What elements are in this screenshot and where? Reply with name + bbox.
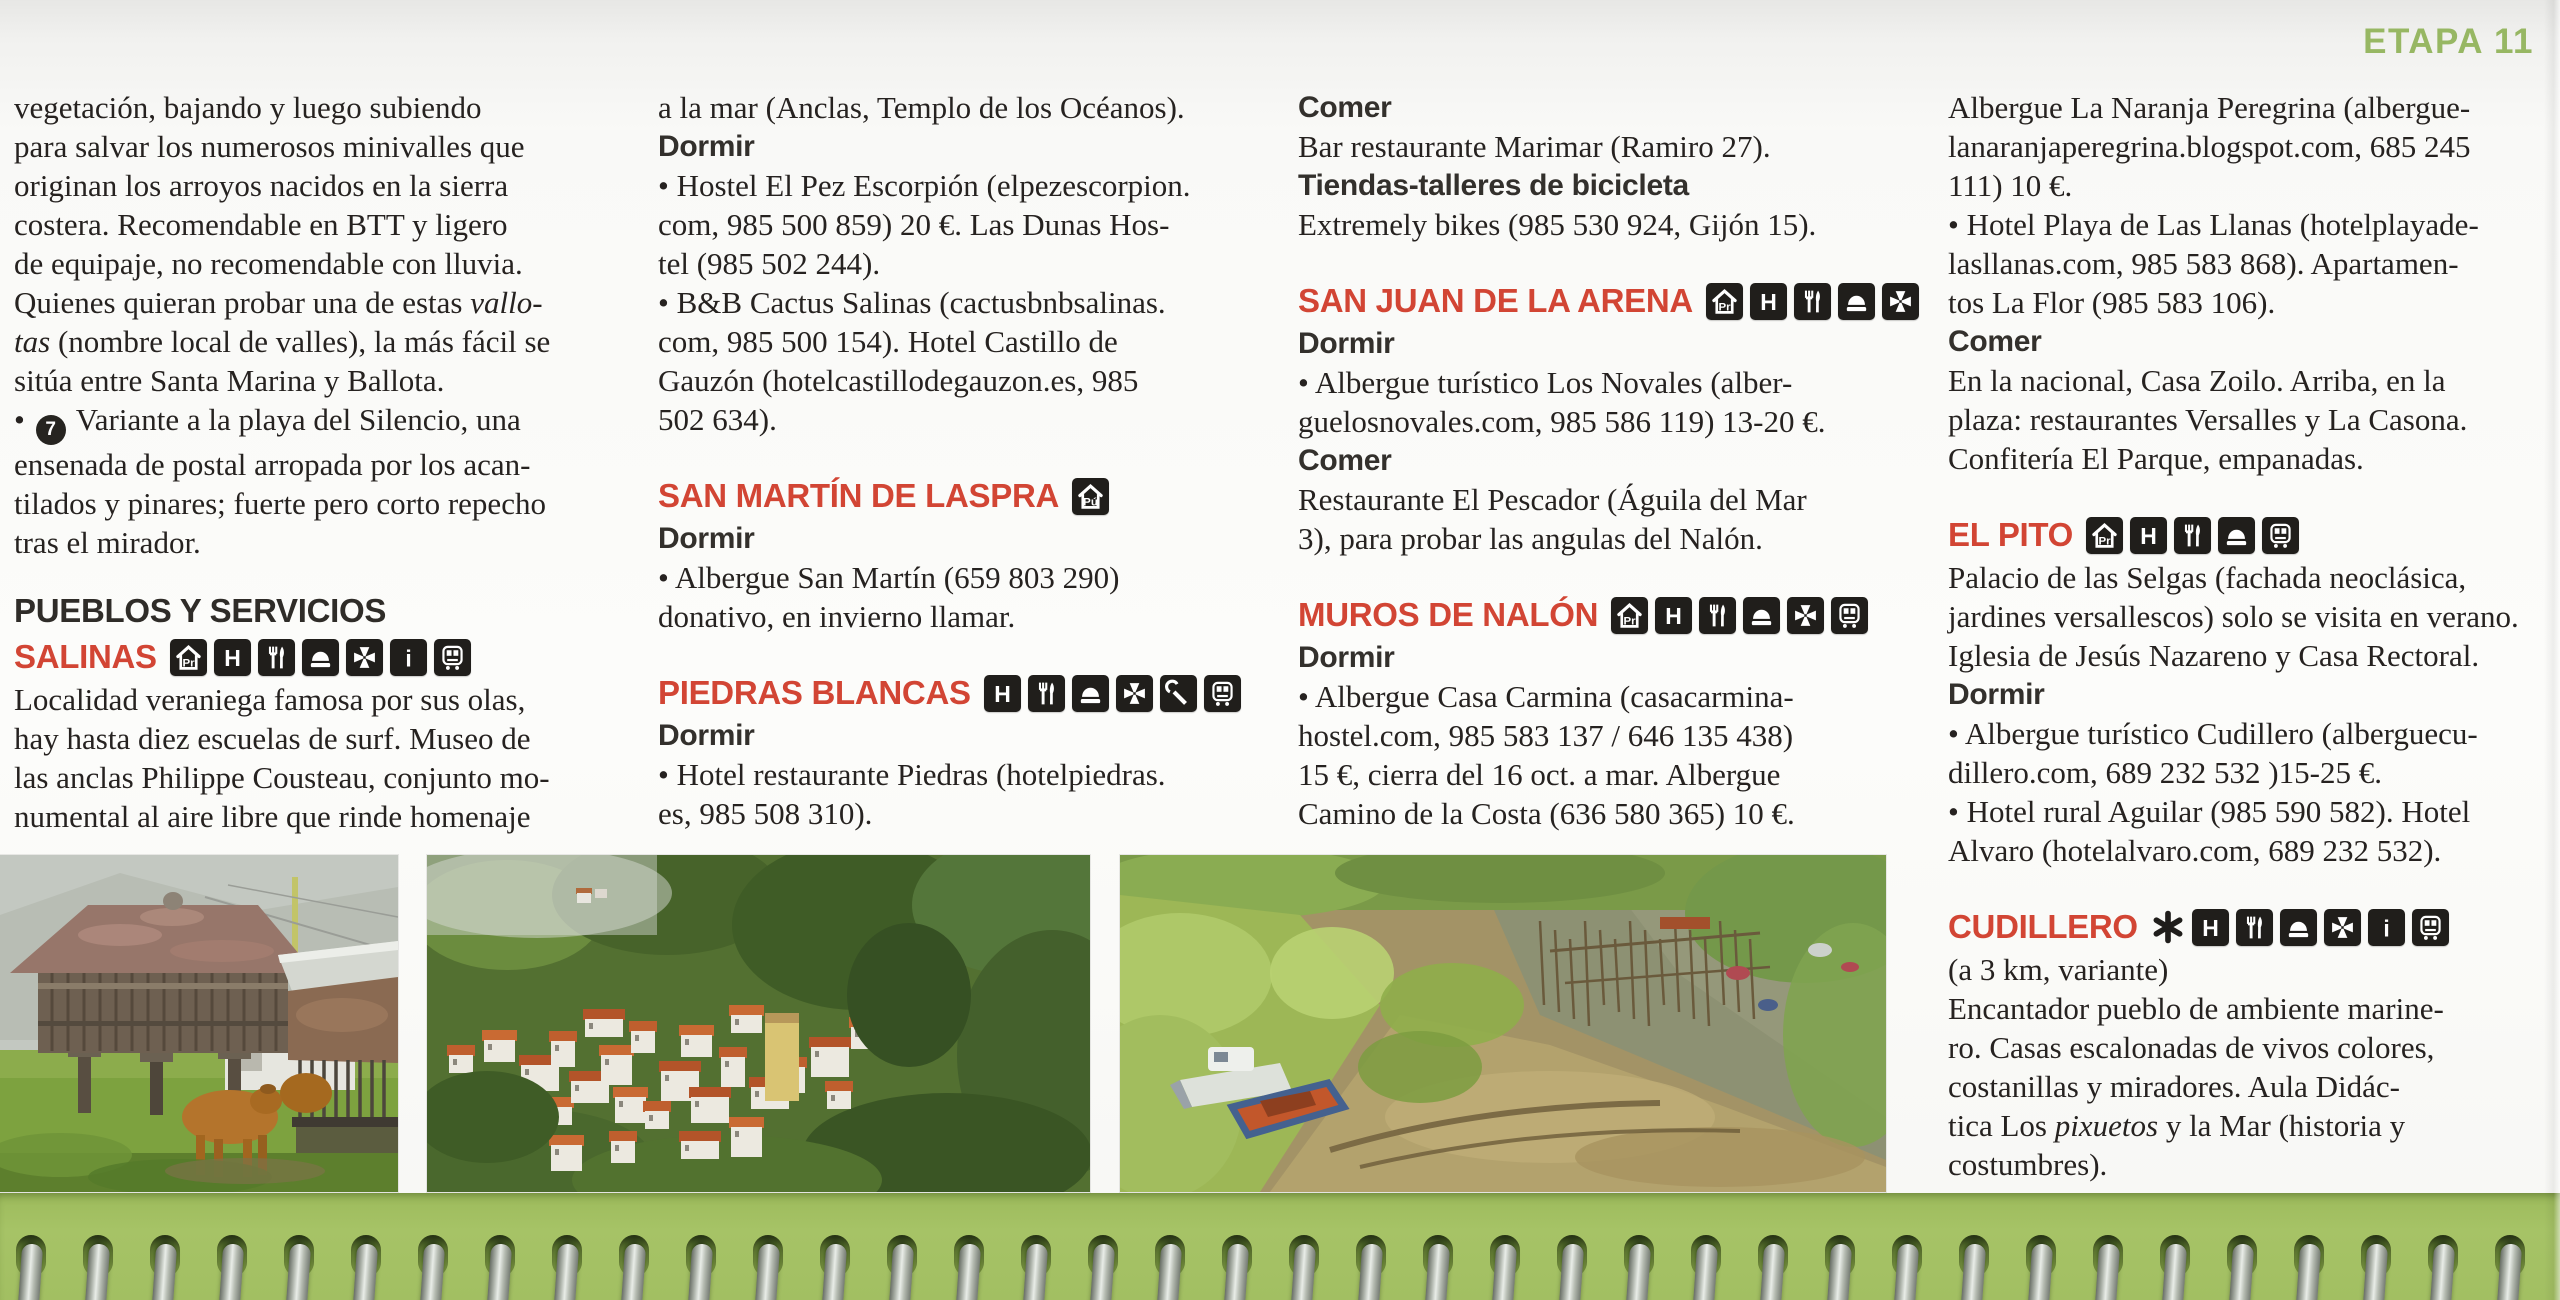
town-name: EL PITO xyxy=(1948,516,2074,553)
subsection-label: Dormir xyxy=(658,522,755,555)
subsection-label: Dormir xyxy=(1298,327,1395,360)
text-column-3 xyxy=(1298,88,1876,833)
horreo-granary-with-cow-photo xyxy=(0,855,398,1192)
spiral-coil xyxy=(418,1235,448,1300)
town-heading xyxy=(1948,904,2544,950)
text-line: Restaurante El Pescador (Águila del Mar xyxy=(1298,482,1807,517)
coil-wire xyxy=(2497,1243,2522,1300)
albergue-pr-icon xyxy=(1706,283,1743,320)
subsection-label: Dormir xyxy=(1298,641,1395,674)
spiral-coil xyxy=(83,1235,113,1300)
coil-wire xyxy=(1425,1243,1450,1300)
spiral-coil xyxy=(284,1235,314,1300)
subsection-label: Dormir xyxy=(1948,678,2045,711)
coil-wire xyxy=(1090,1243,1115,1300)
etapa-header: ETAPA 11 xyxy=(2363,22,2534,61)
town-name: MUROS DE NALÓN xyxy=(1298,596,1599,633)
text-line: Bar restaurante Marimar (Ramiro 27). xyxy=(1298,129,1771,164)
text-line: lanaranjaperegrina.blogspot.com, 685 245 xyxy=(1948,129,2471,164)
coil-wire xyxy=(822,1243,847,1300)
text-line: numental al aire libre que rinde homenaje xyxy=(14,799,531,834)
train-icon xyxy=(2262,517,2299,554)
hotel-icon xyxy=(214,639,251,676)
text-line: • Hotel rural Aguilar (985 590 582). Hotel xyxy=(1948,794,2471,829)
svg-text:Pú: Pú xyxy=(1083,495,1098,508)
pharmacy-icon xyxy=(346,639,383,676)
coil-wire xyxy=(1827,1243,1852,1300)
subsection-label: Dormir xyxy=(658,130,755,163)
pharmacy-icon xyxy=(2324,909,2361,946)
hotel-icon xyxy=(1750,283,1787,320)
town-name: SAN JUAN DE LA ARENA xyxy=(1298,282,1693,319)
spiral-coil xyxy=(1021,1235,1051,1300)
coil-wire xyxy=(1358,1243,1383,1300)
text-line: Camino de la Costa (636 580 365) 10 €. xyxy=(1298,796,1795,831)
coil-wire xyxy=(688,1243,713,1300)
text-line: Palacio de las Selgas (fachada neoclásica, xyxy=(1948,560,2467,595)
text-line: Albergue La Naranja Peregrina (albergue- xyxy=(1948,90,2471,125)
spiral-coil xyxy=(820,1235,850,1300)
text-line: Quienes quieran probar una de estas vallo- xyxy=(14,285,543,320)
text-line: ro. Casas escalonadas de vivos colores, xyxy=(1948,1030,2435,1065)
asterisk-icon xyxy=(2151,910,2185,944)
svg-text:H: H xyxy=(223,644,241,671)
coil-wire xyxy=(2095,1243,2120,1300)
spiral-coil xyxy=(1691,1235,1721,1300)
subsection-label: Dormir xyxy=(658,719,755,752)
train-icon xyxy=(434,639,471,676)
hotel-icon xyxy=(1655,597,1692,634)
text-line: com, 985 500 154). Hotel Castillo de xyxy=(658,324,1118,359)
text-line: plaza: restaurantes Versalles y La Casona. xyxy=(1948,402,2468,437)
estuary-low-tide-boats-photo xyxy=(1120,855,1886,1192)
svg-text:H: H xyxy=(1760,288,1777,315)
service-icons xyxy=(1611,597,1868,634)
text-line: En la nacional, Casa Zoilo. Arriba, en la xyxy=(1948,363,2446,398)
shop-icon xyxy=(1743,597,1780,634)
spiral-coil xyxy=(2294,1235,2324,1300)
variant-7-marker: 7 xyxy=(36,415,66,445)
spiral-binding xyxy=(0,1193,2560,1300)
text-line: (a 3 km, variante) xyxy=(1948,952,2169,987)
coil-wire xyxy=(1961,1243,1986,1300)
text-line: Confitería El Parque, empanadas. xyxy=(1948,441,2364,476)
spiral-coil xyxy=(1155,1235,1185,1300)
info-icon xyxy=(390,639,427,676)
text-line: Alvaro (hotelalvaro.com, 689 232 532). xyxy=(1948,833,2442,868)
coil-wire xyxy=(2430,1243,2455,1300)
text-line: tel (985 502 244). xyxy=(658,246,881,281)
train-icon xyxy=(1831,597,1868,634)
text-line: • Hostel El Pez Escorpión (elpezescorpion. xyxy=(658,168,1191,203)
svg-text:Pr: Pr xyxy=(2098,534,2111,547)
coil-wire xyxy=(18,1243,43,1300)
restaurant-icon xyxy=(1028,675,1065,712)
text-line: tas (nombre local de valles), la más fácil se xyxy=(14,324,551,359)
coil-wire xyxy=(353,1243,378,1300)
text-line: 502 634). xyxy=(658,402,777,437)
service-icons xyxy=(2151,909,2449,946)
pharmacy-icon xyxy=(1882,283,1919,320)
text-line: tras el mirador. xyxy=(14,525,201,560)
spiral-coil xyxy=(1557,1235,1587,1300)
town-name: CUDILLERO xyxy=(1948,908,2138,945)
town-heading xyxy=(658,670,1243,716)
text-line: 111) 10 €. xyxy=(1948,168,2073,203)
town-heading xyxy=(1298,592,1876,638)
paragraph xyxy=(1948,950,2544,1184)
spiral-coil xyxy=(954,1235,984,1300)
svg-text:Pr: Pr xyxy=(182,656,195,669)
spiral-coil xyxy=(351,1235,381,1300)
text-line: • Hotel restaurante Piedras (hotelpiedras. xyxy=(658,757,1166,792)
spiral-coil xyxy=(1490,1235,1520,1300)
text-line: las anclas Philippe Cousteau, conjunto mo- xyxy=(14,760,550,795)
spiral-coil xyxy=(1892,1235,1922,1300)
spiral-coil xyxy=(2227,1235,2257,1300)
paragraph xyxy=(1948,361,2544,478)
train-icon xyxy=(1204,675,1241,712)
coil-wire xyxy=(1626,1243,1651,1300)
spiral-coil xyxy=(1289,1235,1319,1300)
hotel-icon xyxy=(2192,909,2229,946)
text-line: para salvar los numerosos minivalles que xyxy=(14,129,525,164)
paragraph xyxy=(658,558,1243,636)
coil-wire xyxy=(554,1243,579,1300)
text-column-4 xyxy=(1948,88,2544,1184)
restaurant-icon xyxy=(2236,909,2273,946)
text-line: Localidad veraniega famosa por sus olas, xyxy=(14,682,526,717)
coil-wire xyxy=(1492,1243,1517,1300)
subsection-label: Comer xyxy=(1948,325,2042,358)
spiral-coil xyxy=(2361,1235,2391,1300)
text-line: • Albergue turístico Los Novales (alber- xyxy=(1298,365,1793,400)
town-heading xyxy=(14,634,589,680)
spiral-coil xyxy=(2495,1235,2525,1300)
coil-wire xyxy=(755,1243,780,1300)
coil-wire xyxy=(286,1243,311,1300)
albergue-pr-icon xyxy=(2086,517,2123,554)
paragraph xyxy=(1948,714,2544,870)
albergue-pu-icon xyxy=(1072,478,1109,515)
restaurant-icon xyxy=(1699,597,1736,634)
text-line: jardines versallescos) solo se visita en verano. xyxy=(1948,599,2519,634)
coil-wire xyxy=(2162,1243,2187,1300)
town-heading xyxy=(1298,278,1876,324)
shop-icon xyxy=(1838,283,1875,320)
text-line: hay hasta diez escuelas de surf. Museo de xyxy=(14,721,531,756)
text-line: 15 €, cierra del 16 oct. a mar. Albergue xyxy=(1298,757,1781,792)
pharmacy-icon xyxy=(1787,597,1824,634)
coil-wire xyxy=(1693,1243,1718,1300)
info-icon xyxy=(2368,909,2405,946)
spiral-coil xyxy=(686,1235,716,1300)
spiral-coil xyxy=(2026,1235,2056,1300)
spiral-coil xyxy=(1222,1235,1252,1300)
paragraph xyxy=(658,166,1243,439)
paragraph xyxy=(658,755,1243,833)
paragraph xyxy=(14,88,589,562)
text-line: com, 985 500 859) 20 €. Las Dunas Hos- xyxy=(658,207,1170,242)
text-line: dillero.com, 689 232 532 )15-25 €. xyxy=(1948,755,2382,790)
service-icons xyxy=(984,675,1241,712)
shop-icon xyxy=(2218,517,2255,554)
text-line: Iglesia de Jesús Nazareno y Casa Rectoral. xyxy=(1948,638,2480,673)
paragraph xyxy=(1948,558,2544,675)
coil-wire xyxy=(1023,1243,1048,1300)
text-line: donativo, en invierno llamar. xyxy=(658,599,1016,634)
spiral-coil xyxy=(217,1235,247,1300)
text-line: tilados y pinares; fuerte pero corto repecho xyxy=(14,486,546,521)
svg-text:i: i xyxy=(2383,915,2390,942)
text-line: lasllanas.com, 985 583 868). Apartamen- xyxy=(1948,246,2459,281)
text-line: costanillas y miradores. Aula Didác- xyxy=(1948,1069,2400,1104)
restaurant-icon xyxy=(258,639,295,676)
text-line: • B&B Cactus Salinas (cactusbnbsalinas. xyxy=(658,285,1166,320)
pharmacy-icon xyxy=(1116,675,1153,712)
text-line: es, 985 508 310). xyxy=(658,796,873,831)
coil-wire xyxy=(85,1243,110,1300)
paragraph xyxy=(14,680,589,836)
albergue-pr-icon xyxy=(1611,597,1648,634)
svg-text:H: H xyxy=(2140,522,2157,549)
paragraph xyxy=(1298,205,1876,244)
subsection-label: Comer xyxy=(1298,91,1392,124)
shop-icon xyxy=(2280,909,2317,946)
coil-wire xyxy=(2028,1243,2053,1300)
hotel-icon xyxy=(984,675,1021,712)
svg-text:H: H xyxy=(2202,914,2219,941)
text-line: guelosnovales.com, 985 586 119) 13-20 €. xyxy=(1298,404,1826,439)
restaurant-icon xyxy=(1794,283,1831,320)
text-line: costumbres). xyxy=(1948,1147,2108,1182)
spiral-coil xyxy=(485,1235,515,1300)
text-line: vegetación, bajando y luego subiendo xyxy=(14,90,482,125)
coil-wire xyxy=(2296,1243,2321,1300)
text-line: • 7 Variante a la playa del Silencio, una xyxy=(14,400,589,445)
spiral-coil xyxy=(1624,1235,1654,1300)
albergue-pr-icon xyxy=(170,639,207,676)
text-line: Encantador pueblo de ambiente marine- xyxy=(1948,991,2444,1026)
spiral-coil xyxy=(2093,1235,2123,1300)
text-line: 3), para probar las angulas del Nalón. xyxy=(1298,521,1763,556)
subsection-label: Comer xyxy=(1298,444,1392,477)
town-name: PIEDRAS BLANCAS xyxy=(658,674,971,711)
spiral-coil xyxy=(619,1235,649,1300)
service-icons xyxy=(1072,478,1109,515)
shop-icon xyxy=(302,639,339,676)
coil-wire xyxy=(487,1243,512,1300)
coil-wire xyxy=(621,1243,646,1300)
paragraph xyxy=(1298,127,1876,166)
text-line: sitúa entre Santa Marina y Ballota. xyxy=(14,363,445,398)
spiral-coil xyxy=(1423,1235,1453,1300)
restaurant-icon xyxy=(2174,517,2211,554)
town-heading xyxy=(658,473,1243,519)
hotel-icon xyxy=(2130,517,2167,554)
spiral-coil xyxy=(552,1235,582,1300)
coil-wire xyxy=(1894,1243,1919,1300)
town-heading xyxy=(1948,512,2544,558)
spiral-coil xyxy=(16,1235,46,1300)
town-name: SAN MARTÍN DE LASPRA xyxy=(658,477,1060,514)
paragraph xyxy=(1298,677,1876,833)
coil-wire xyxy=(2363,1243,2388,1300)
text-line: hostel.com, 985 583 137 / 646 135 438) xyxy=(1298,718,1794,753)
text-line: ensenada de postal arropada por los acan- xyxy=(14,447,531,482)
spiral-coil xyxy=(1959,1235,1989,1300)
svg-text:i: i xyxy=(405,645,412,672)
train-icon xyxy=(2412,909,2449,946)
service-icons xyxy=(2086,517,2299,554)
coil-wire xyxy=(1291,1243,1316,1300)
subsection-label: Tiendas-talleres de bicicleta xyxy=(1298,169,1689,202)
spiral-coil xyxy=(1356,1235,1386,1300)
text-line: • Albergue Casa Carmina (casacarmina- xyxy=(1298,679,1794,714)
spiral-coil xyxy=(1088,1235,1118,1300)
spiral-coil xyxy=(2160,1235,2190,1300)
spiral-coil xyxy=(887,1235,917,1300)
text-line: • Hotel Playa de Las Llanas (hotelplayade- xyxy=(1948,207,2479,242)
service-icons xyxy=(1706,283,1919,320)
svg-text:H: H xyxy=(993,680,1011,707)
spiral-coil xyxy=(2428,1235,2458,1300)
paragraph xyxy=(1948,88,2544,322)
text-line: • Albergue turístico Cudillero (alberguecu- xyxy=(1948,716,2478,751)
coil-wire xyxy=(889,1243,914,1300)
text-line: tos La Flor (985 583 106). xyxy=(1948,285,2276,320)
paragraph xyxy=(1298,480,1876,558)
text-column-2 xyxy=(658,88,1243,833)
text-line: costera. Recomendable en BTT y ligero xyxy=(14,207,508,242)
section-kicker: PUEBLOS Y SERVICIOS xyxy=(14,592,387,629)
paragraph xyxy=(658,88,1243,127)
text-line: a la mar (Anclas, Templo de los Océanos). xyxy=(658,90,1185,125)
spiral-coil xyxy=(1825,1235,1855,1300)
workshop-icon xyxy=(1160,675,1197,712)
svg-text:Pr: Pr xyxy=(1718,300,1731,313)
coil-wire xyxy=(1760,1243,1785,1300)
coil-wire xyxy=(1559,1243,1584,1300)
paragraph xyxy=(1298,363,1876,441)
spiral-coil xyxy=(150,1235,180,1300)
text-column-1 xyxy=(14,88,589,836)
text-line: tica Los pixuetos y la Mar (historia y xyxy=(1948,1108,2406,1143)
coil-wire xyxy=(1224,1243,1249,1300)
text-line: • Albergue San Martín (659 803 290) xyxy=(658,560,1120,595)
hillside-village-red-roofs-photo xyxy=(427,855,1090,1192)
text-line: Extremely bikes (985 530 924, Gijón 15). xyxy=(1298,207,1817,242)
text-line: de equipaje, no recomendable con lluvia. xyxy=(14,246,523,281)
coil-wire xyxy=(219,1243,244,1300)
coil-wire xyxy=(956,1243,981,1300)
text-line: originan los arroyos nacidos en la sierra xyxy=(14,168,509,203)
coil-wire xyxy=(420,1243,445,1300)
shop-icon xyxy=(1072,675,1109,712)
svg-text:H: H xyxy=(1665,602,1682,629)
svg-text:Pr: Pr xyxy=(1623,614,1636,627)
spiral-coil xyxy=(1758,1235,1788,1300)
coil-wire xyxy=(1157,1243,1182,1300)
town-name: SALINAS xyxy=(14,638,157,675)
text-line: Gauzón (hotelcastillodegauzon.es, 985 xyxy=(658,363,1139,398)
coil-wire xyxy=(152,1243,177,1300)
coil-wire xyxy=(2229,1243,2254,1300)
spiral-coil xyxy=(753,1235,783,1300)
service-icons xyxy=(170,639,471,676)
